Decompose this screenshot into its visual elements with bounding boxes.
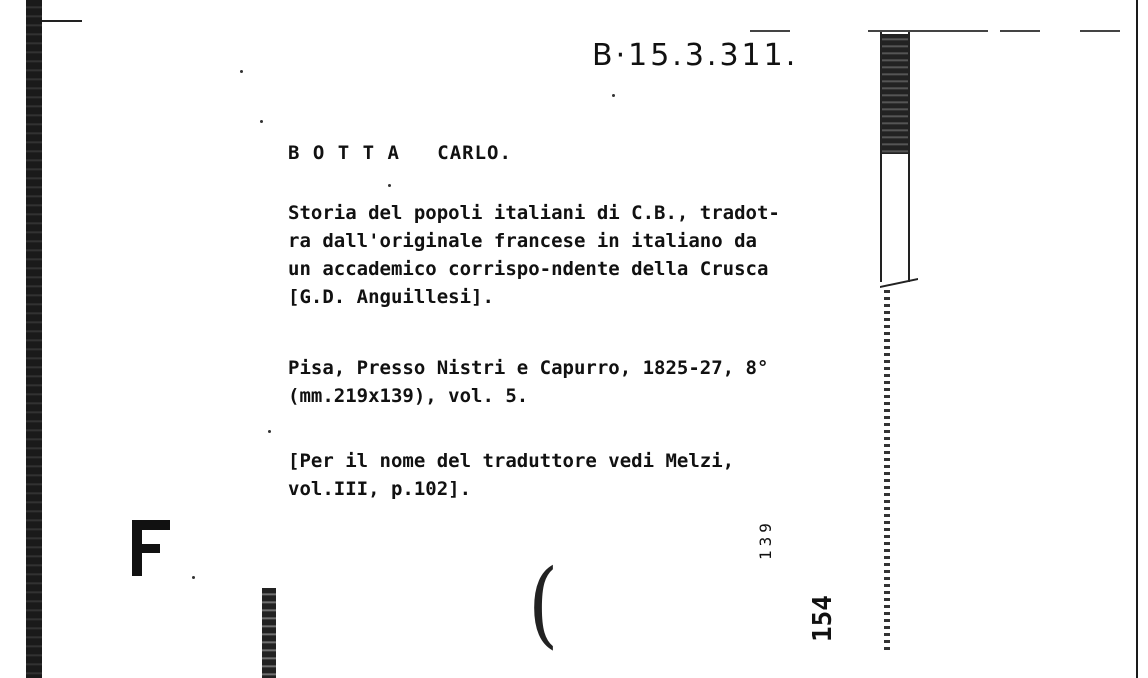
title-line: [G.D. Anguillesi]. [288, 286, 494, 308]
speck [388, 184, 391, 187]
vertical-number-large: 154 [808, 595, 838, 642]
speck [268, 430, 271, 433]
left-border-tick [42, 20, 82, 22]
shelfmark: B·15.3.311. [592, 38, 799, 73]
author-heading: B O T T A CARLO. [288, 142, 512, 164]
speck [240, 70, 243, 73]
title-line: Storia del popoli italiani di C.B., tradot- [288, 202, 780, 224]
bottom-scan-mark [262, 588, 276, 678]
note-line: [Per il nome del traduttore vedi Melzi, [288, 450, 735, 472]
imprint-line: (mm.219x139), vol. 5. [288, 385, 529, 407]
speck [260, 120, 263, 123]
left-scan-border [26, 0, 42, 678]
imprint-line: Pisa, Presso Nistri e Capurro, 1825-27, 8° [288, 357, 769, 379]
right-scan-border [1136, 0, 1138, 678]
title-line: un accademico corrispo-ndente della Crusca [288, 258, 769, 280]
top-dash [1080, 30, 1120, 32]
top-dash [1000, 30, 1040, 32]
note-line: vol.III, p.102]. [288, 478, 472, 500]
stamp-letter-f [132, 520, 172, 576]
vertical-number-small: 139 [756, 519, 775, 560]
card-tab-shading [882, 34, 908, 154]
title-line: ra dall'originale francese in italiano da [288, 230, 757, 252]
speck [192, 576, 195, 579]
speck [612, 94, 615, 97]
top-dash [750, 30, 790, 32]
handwritten-bracket: ( [528, 551, 559, 659]
right-dotted-edge [884, 290, 890, 650]
